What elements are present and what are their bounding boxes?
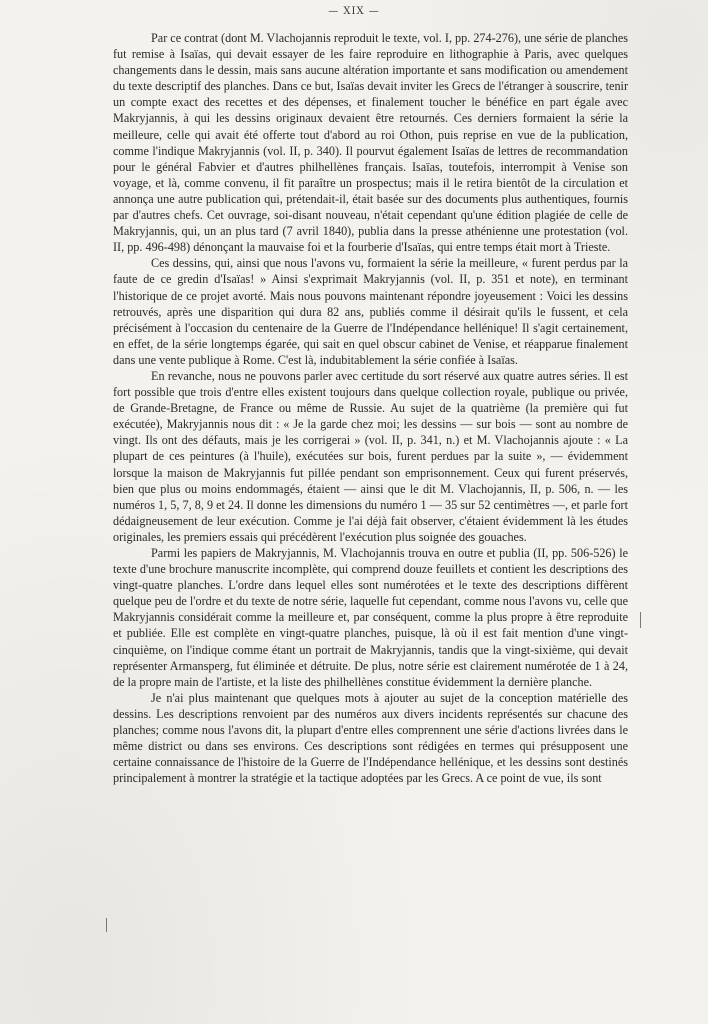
paragraph: Ces dessins, qui, ainsi que nous l'avons vu, formaient la série la meilleure, « furent perdus par la faute de ce gredin d'Isaïas! » Ainsi s'exprimait Makryjannis (vol. II, p. 351 et note), en terminant l'historique de ce projet avorté. Mais nous pouvons maintenant répondre joyeusement : Voici les dessins retrouvés, après une disparition qui dura 82 ans, publiés comme il désirait qu'ils le fussent, et cela précisément à l'occasion du centenaire de la Guerre de l'Indépendance hellénique! Il s'agit certainement, en effet, de la série longtemps égarée, qui sait en quel obscur cabinet de Venise, et réapparue finalement dans une vente publique à Rome. C'est là, indubitablement la série confiée à Isaïas. — [113, 256, 628, 367]
paragraph: Je n'ai plus maintenant que quelques mots à ajouter au sujet de la conception matérielle des dessins. Les descriptions renvoient par des numéros aux divers incidents représentés sur chacune des planches; comme nous l'avons dit, la plupart d'entre elles comprennent une série d'actions livrées dans le même district ou dans ses environs. Ces descriptions sont rédigées en termes qui présupposent une certaine connaissance de l'histoire de la Guerre de l'Indépendance hellénique, et les dessins sont destinés principalement à montrer la stratégie et la tactique adoptées par les Grecs. A ce point de vue, ils sont — [113, 690, 628, 786]
body-text — [113, 30, 628, 786]
margin-pencil-mark — [106, 918, 107, 932]
paragraph: Par ce contrat (dont M. Vlachojannis reproduit le texte, vol. I, pp. 274-276), une série de planches fut remise à Isaïas, qui devait essayer de les faire reproduire en lithographie à Paris, avec quelques changements dans le dessin, mais sans aucune altération importante et sans modification ou amendement du texte descriptif des planches. Dans ce but, Isaïas devait inviter les Grecs de l'étranger à souscrire, tenir un compte exact des recettes et des dépenses, et finalement toucher le bénéfice en part égale avec Makryjannis, à qui les dessins originaux devaient être retournés. Ces derniers formaient la série la meilleure, celle qui avait été offerte tout d'abord au roi Othon, puis reprise en vue de la publication, comme l'indique Makryjannis (vol. II, p. 340). Il pourvut également Isaïas de lettres de recommandation pour le général Fabvier et d'autres philhellènes français. Isaïas, toutefois, interrompit à Venise son voyage, et là, comme convenu, il fit paraître un prospectus; mais il le retira bientôt de la circulation et annonça une autre publication qui, prétendait-il, était basée sur des documents plus authentiques, fournis par d'autres chefs. Cet ouvrage, soi-disant nouveau, n'était cependant qu'une édition plagiée de celle de Makryjannis, qui, un an plus tard (7 avril 1840), publia dans la presse athénienne une protestation (vol. II, pp. 496-498) dénonçant la mauvaise foi et la fourberie d'Isaïas, qui entre temps était mort à Trieste. — [113, 31, 628, 255]
paragraph: En revanche, nous ne pouvons parler avec certitude du sort réservé aux quatre autres séries. Il est fort possible que trois d'entre elles existent toujours dans quelque collection royale, publique ou privée, de Grande-Bretagne, de France ou même de Russie. Au sujet de la quatrième (la première qui fut exécutée), Makryjannis nous dit : « Je la garde chez moi; les dessins — sur bois — sont au nombre de vingt. Ils ont des défauts, mais je les corrigerai » (vol. II, p. 341, n.) et M. Vlachojannis ajoute : « La plupart de ces peintures (à l'huile), exécutées sur bois, furent perdues par la suite », — évidemment lorsque la maison de Makryjannis fut pillée pendant son emprisonnement. Ceux qui furent préservés, bien que plus ou moins endommagés, étaient — ainsi que le dit M. Vlachojannis, II, p. 506, n. — les numéros 1, 5, 7, 8, 9 et 24. Il donne les dimensions du numéro 1 — 35 sur 52 centimètres —, et parle fort dédaigneusement de leur exécution. Comme je l'ai déjà fait observer, c'étaient évidemment là les études originales, les premiers essais qui précédèrent l'exécution plus soignée des gouaches. — [113, 368, 628, 544]
margin-pencil-mark — [640, 612, 641, 628]
page-number: — XIX — — [328, 6, 380, 17]
paragraph: Parmi les papiers de Makryjannis, M. Vlachojannis trouva en outre et publia (II, pp. 506-526) le texte d'une brochure manuscrite incomplète, qui comprend douze feuillets et contient les descriptions des vingt-quatre planches. L'ordre dans lequel elles sont numérotées et le texte des descriptions diffèrent quelque peu de l'ordre et du texte de notre série, laquelle fut cependant, comme nous l'avons vu, celle que Makryjannis considérait comme la meilleure et, par conséquent, comme la plus propre à être reproduite et publiée. Elle est complète en vingt-quatre planches, puisque, là où il est fait mention d'une vingt-cinquième, on l'indique comme étant un portrait de Makryjannis, tandis que la vingt-sixième, qui devait représenter Armansperg, fut éliminée et détruite. De plus, notre série est clairement numérotée de 1 à 24, de la propre main de l'artiste, et la liste des philhellènes constitue évidemment la dernière planche. — [113, 546, 628, 689]
